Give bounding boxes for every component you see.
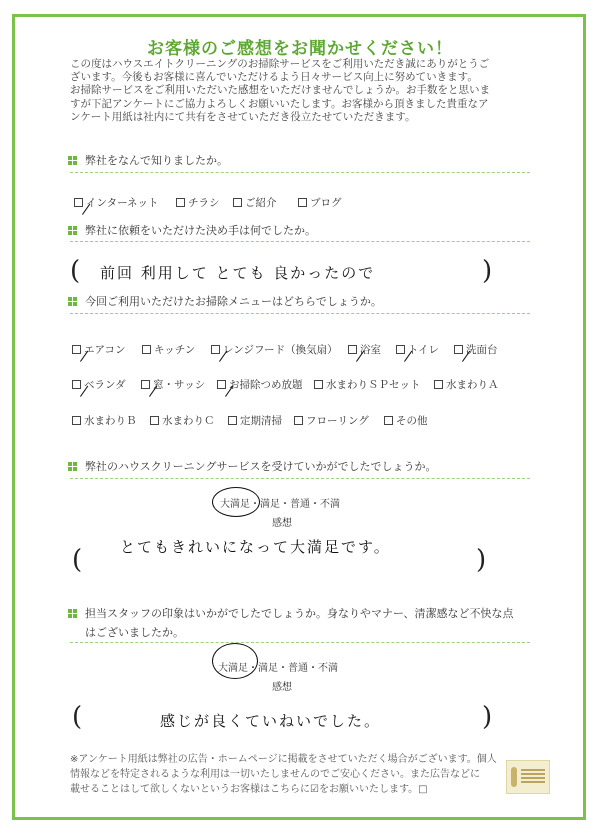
q3-option[interactable] <box>72 377 126 392</box>
q1-option-blog[interactable] <box>298 195 342 210</box>
selection-circle-icon <box>212 487 260 517</box>
option-label: ブログ <box>310 197 342 209</box>
question-2 <box>68 222 316 238</box>
question-5-label-line1: 担当スタッフの印象はいかがでしたでしょうか。身なりやマナー、清潔感など不快な点 <box>85 607 514 620</box>
intro-text <box>70 58 540 124</box>
option-label: キッチン <box>154 344 196 356</box>
checkbox-icon[interactable] <box>233 198 242 207</box>
divider <box>70 642 530 643</box>
survey-title: お客様のご感想をお聞かせください！ <box>147 39 453 59</box>
square-bullet-icon <box>68 609 77 618</box>
question-5-label-line2: はございましたか。 <box>85 626 184 639</box>
option-label: ご紹介 <box>245 197 277 209</box>
square-bullet-icon <box>68 156 77 165</box>
divider <box>70 313 530 314</box>
open-paren: ( <box>72 702 83 732</box>
checkbox-checked-icon[interactable] <box>141 380 150 389</box>
intro-line: すが下記アンケートにご協力よろしくお願いいたします。お客様から頂きました貴重なア <box>70 97 489 110</box>
option-label: 水まわりＣ <box>162 415 215 427</box>
close-paren: ) <box>476 545 487 575</box>
q3-option[interactable] <box>141 377 205 392</box>
q3-option[interactable] <box>294 413 369 428</box>
checkbox-icon[interactable] <box>228 416 237 425</box>
option-label: ベランダ <box>84 379 126 391</box>
question-1 <box>68 152 228 168</box>
footer-note <box>70 752 510 797</box>
q3-option[interactable] <box>228 413 282 428</box>
q5-comment-label: 感想 <box>272 682 292 693</box>
divider <box>70 172 530 173</box>
q3-option[interactable] <box>142 342 195 357</box>
checkbox-icon[interactable] <box>150 416 159 425</box>
divider <box>70 241 530 242</box>
checkbox-checked-icon[interactable] <box>348 345 357 354</box>
question-5-cont <box>85 624 184 640</box>
footer-line: 情報などを特定されるような利用は一切いたしませんのでご安心ください。また広告などに <box>70 769 480 780</box>
checkbox-icon[interactable] <box>142 345 151 354</box>
intro-line: ざいます。今後もお客様に喜んでいただけるよう日々サービス向上に努めていきます。 <box>70 71 478 84</box>
checkbox-icon[interactable] <box>384 416 393 425</box>
q4-comment-label: 感想 <box>272 518 292 529</box>
q1-option-internet[interactable] <box>74 195 159 210</box>
q3-option[interactable] <box>150 413 215 428</box>
option-label: 定期清掃 <box>240 415 282 427</box>
option-label: 水まわりＢ <box>84 415 137 427</box>
q3-option[interactable] <box>217 377 303 392</box>
option-label: トイレ <box>408 344 439 356</box>
question-5 <box>68 605 514 621</box>
q1-option-flyer[interactable] <box>176 195 220 210</box>
option-label: インターネット <box>86 197 159 209</box>
intro-line: この度はハウスエイトクリーニングのお掃除サービスをご利用いただき誠にありがとうご <box>70 58 490 70</box>
checkbox-checked-icon[interactable] <box>454 345 463 354</box>
option-label: 洗面台 <box>466 344 498 356</box>
close-paren: ) <box>482 256 493 286</box>
square-bullet-icon <box>68 297 77 306</box>
square-bullet-icon <box>68 462 77 471</box>
checkbox-icon[interactable] <box>72 416 81 425</box>
footer-line: 載せることはして欲しくないというお客様はこちらに☑をお願いいたします。□ <box>70 784 428 795</box>
square-bullet-icon <box>68 226 77 235</box>
q3-option[interactable] <box>396 342 439 357</box>
q3-option[interactable] <box>314 377 421 392</box>
q4-answer[interactable]: とてもきれいになって大満足です。 <box>120 538 391 556</box>
open-paren: ( <box>70 256 81 286</box>
q3-option[interactable] <box>72 413 137 428</box>
q3-option[interactable] <box>454 342 498 357</box>
q3-option[interactable] <box>72 342 125 357</box>
footer-line: ※アンケート用紙は弊社の広告・ホームページに掲載をさせていただく場合がございます。個人 <box>70 754 497 765</box>
question-4 <box>68 458 436 474</box>
option-label: エアコン <box>84 344 126 356</box>
checkbox-checked-icon[interactable] <box>217 380 226 389</box>
intro-line: お掃除サービスをご利用いただいた感想をいただけませんでしょうか。お手数をと思いま <box>70 84 490 97</box>
option-label: 水まわりＳＰセット <box>326 379 421 391</box>
checkbox-checked-icon[interactable] <box>396 345 405 354</box>
option-label: レンジフード（換気扇） <box>223 344 338 356</box>
close-paren: ) <box>482 702 493 732</box>
checkbox-checked-icon[interactable] <box>74 198 83 207</box>
checkbox-icon[interactable] <box>314 380 323 389</box>
intro-line: ンケート用紙は社内にて共有をさせていただき役立たせていただきます。 <box>70 110 416 123</box>
q3-option[interactable] <box>348 342 381 357</box>
option-label: チラシ <box>188 197 220 209</box>
q5-answer[interactable]: 感じが良くていねいでした。 <box>160 712 382 730</box>
option-label: お掃除つめ放題 <box>229 379 303 391</box>
question-3-label: 今回ご利用いただけたお掃除メニューはどちらでしょうか。 <box>85 295 382 308</box>
q3-option[interactable] <box>434 377 499 392</box>
q3-option[interactable] <box>211 342 338 357</box>
q4-rating-scale[interactable]: 大満足・満足・普通・不満 <box>220 499 340 510</box>
selection-circle-icon <box>212 643 258 679</box>
option-label: 水まわりＡ <box>446 379 499 391</box>
checkbox-icon[interactable] <box>294 416 303 425</box>
company-stamp-logo <box>506 760 550 794</box>
question-2-label: 弊社に依頼をいただけた決め手は何でしたか。 <box>85 224 316 237</box>
checkbox-icon[interactable] <box>434 380 443 389</box>
checkbox-icon[interactable] <box>176 198 185 207</box>
question-3 <box>68 293 382 309</box>
q1-option-referral[interactable] <box>233 195 277 210</box>
q2-answer[interactable]: 前回 利用して とても 良かったので <box>100 264 376 282</box>
checkbox-icon[interactable] <box>298 198 307 207</box>
option-label: フローリング <box>306 415 369 427</box>
option-label: 浴室 <box>360 344 381 356</box>
divider <box>70 478 530 479</box>
checkbox-checked-icon[interactable] <box>72 345 81 354</box>
q5-rating-scale[interactable]: 大満足・満足・普通・不満 <box>218 663 338 674</box>
option-label: 窓・サッシ <box>153 379 206 391</box>
q3-option[interactable] <box>384 413 428 428</box>
checkbox-checked-icon[interactable] <box>211 345 220 354</box>
option-label: その他 <box>396 415 428 427</box>
question-1-label: 弊社をなんで知りましたか。 <box>85 154 228 167</box>
checkbox-checked-icon[interactable] <box>72 380 81 389</box>
question-4-label: 弊社のハウスクリーニングサービスを受けていかがでしたでしょうか。 <box>85 460 437 473</box>
open-paren: ( <box>72 545 83 575</box>
